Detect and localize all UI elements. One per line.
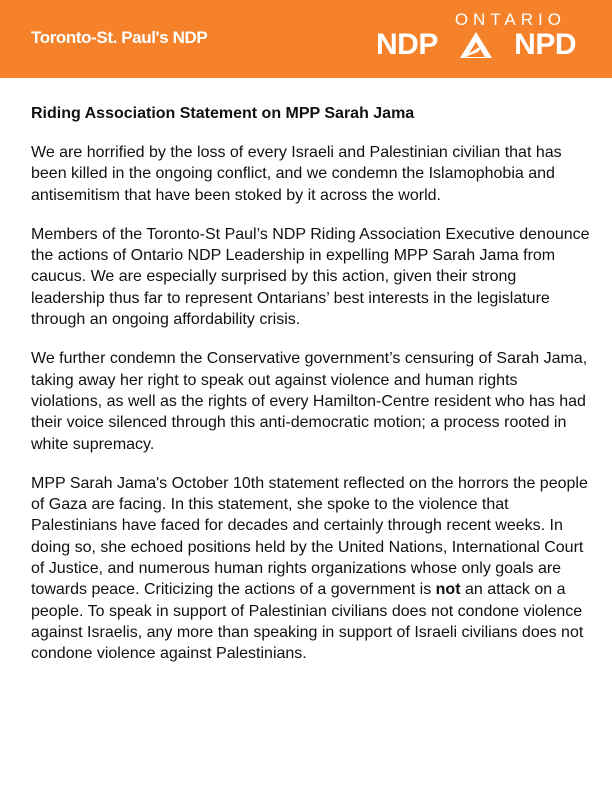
- paragraph-4-part-2: an attack on a people. To speak in support of Palestinian civilians does not condone violence against Israelis, any more than speaking in support of Israeli civilians does not condone violence against Palestinians.: [31, 581, 584, 663]
- paragraph-4-part-1: MPP Sarah Jama's October 10th statement reflected on the horrors the people of Gaza are facing. In this statement, she spoke to the violence that Palestinians have faced for decades and certainly through recent weeks. In doing so, she echoed positions held by the United Nations, International Court of Justice, and numerous human rights organizations whose only goals are towards peace. Criticizing the actions of a government is: [31, 474, 588, 599]
- ontario-ndp-logo: [376, 10, 576, 68]
- logo-ndp-text: NDP: [376, 28, 438, 61]
- paragraph-1: We are horrified by the loss of every Israeli and Palestinian civilian that has been killed in the ongoing conflict, and we condemn the Islamophobia and antisemitism that have been stoked by it across the world.: [31, 144, 562, 204]
- header-banner: [0, 0, 612, 78]
- logo-province-text: ONTARIO: [454, 10, 566, 29]
- paragraph-4: [31, 473, 591, 665]
- statement-body: [31, 104, 591, 683]
- logo-npd-text: NPD: [514, 28, 576, 61]
- paragraph-2: Members of the Toronto-St Paul’s NDP Riding Association Executive denounce the actions of Ontario NDP Leadership in expelling MPP Sarah Jama from caucus. We are especially surprised by this action, given their strong leadership thus far to represent Ontarians’ best interests in the legislature through an ongoing affordability crisis.: [31, 225, 590, 329]
- arrow-triangle-icon: [458, 30, 494, 60]
- paragraph-3: We further condemn the Conservative government’s censuring of Sarah Jama, taking away her right to speak out against violence and human rights violations, as well as the rights of every Hamilton-Centre resident who has had their voice silenced through this anti-democratic motion; a process rooted in white supremacy.: [31, 350, 588, 453]
- paragraph-4-emphasis: not: [435, 581, 461, 599]
- statement-title: Riding Association Statement on MPP Sarah Jama: [31, 105, 415, 122]
- riding-name: Toronto-St. Paul's NDP: [31, 28, 208, 47]
